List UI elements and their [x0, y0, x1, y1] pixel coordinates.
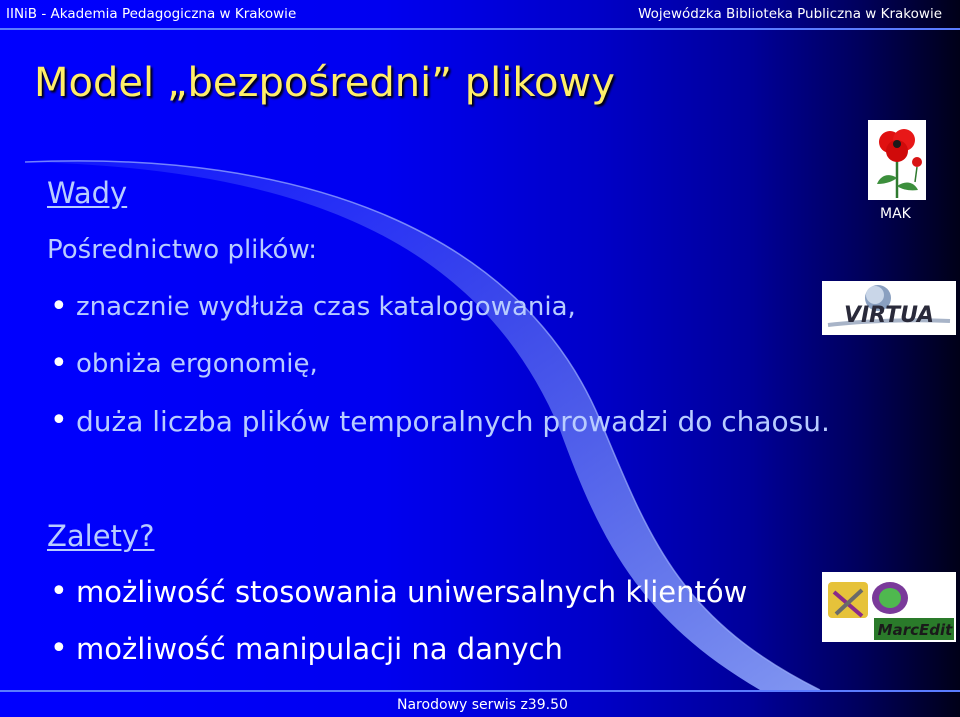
virtua-logo-text: VIRTUA [843, 303, 935, 328]
wady-subheading: Pośrednictwo plików: [47, 235, 318, 265]
wady-label: Wady [47, 176, 128, 210]
bullet-marker: • [50, 346, 68, 381]
header-right-text: Wojewódzka Biblioteka Publiczna w Krakowie [638, 6, 942, 22]
wady-bullet-1: znacznie wydłuża czas katalogowania, [76, 292, 576, 322]
header-left-text: IINiB - Akademia Pedagogiczna w Krakowie [6, 6, 297, 22]
bullet-marker: • [50, 289, 68, 324]
marcedit-logo-text: MarcEdit [877, 621, 953, 639]
slide-title: Model „bezpośredni” plikowy [34, 60, 615, 106]
zalety-bullet-1: możliwość stosowania uniwersalnych klientów [76, 575, 748, 609]
bullet-marker: • [50, 403, 68, 438]
zalety-bullet-2: możliwość manipulacji na danych [76, 632, 563, 666]
header-bar [0, 0, 960, 30]
wady-bullet-2: obniża ergonomię, [76, 349, 318, 379]
zalety-label: Zalety? [47, 519, 155, 553]
wady-bullet-3: duża liczba plików temporalnych prowadzi do chaosu. [76, 405, 830, 438]
poppy-flower-icon [868, 120, 926, 200]
footer-text: Narodowy serwis z39.50 [397, 697, 568, 713]
footer-divider [0, 690, 960, 692]
bullet-marker: • [50, 631, 68, 666]
mak-label: MAK [880, 206, 911, 222]
virtua-logo [822, 281, 956, 335]
bullet-marker: • [50, 574, 68, 609]
marcedit-logo [822, 572, 956, 642]
